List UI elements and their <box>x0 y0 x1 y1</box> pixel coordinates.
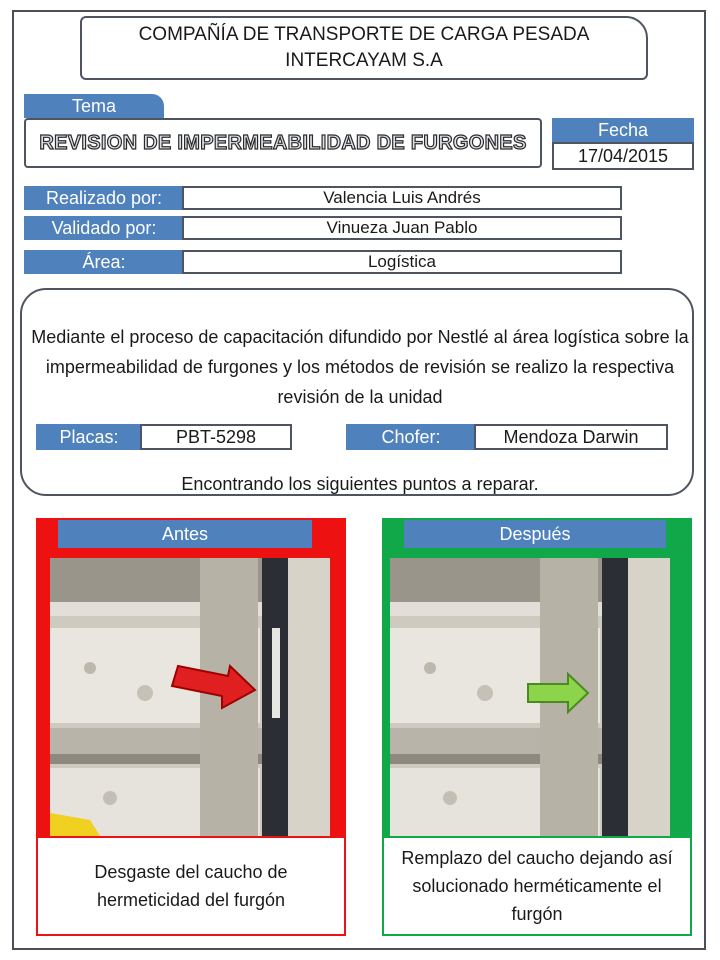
driver-value: Mendoza Darwin <box>474 424 668 450</box>
driver-label: Chofer: <box>346 424 476 450</box>
made-by-value: Valencia Luis Andrés <box>182 186 622 210</box>
before-label: Antes <box>58 520 312 548</box>
after-photo-image <box>390 558 670 836</box>
before-caption: Desgaste del caucho de hermeticidad del furgón <box>36 836 346 936</box>
company-name-line2: INTERCAYAM S.A <box>285 50 443 71</box>
after-photo <box>390 558 670 836</box>
area-value: Logística <box>182 250 622 274</box>
made-by-label: Realizado por: <box>24 186 184 210</box>
findings-text: Encontrando los siguientes puntos a reparar. <box>181 474 539 494</box>
plates-value: PBT-5298 <box>140 424 292 450</box>
date-label: Fecha <box>552 118 694 142</box>
description-text: Mediante el proceso de capacitación difundido por Nestlé al área logística sobre la impermeabilidad de furgones y los métodos de revisión se realizo la respectiva revisión de la unidad <box>31 327 689 407</box>
company-header <box>80 16 648 80</box>
topic-title-box <box>24 118 542 168</box>
date-value: 17/04/2015 <box>552 142 694 170</box>
after-caption: Remplazo del caucho dejando así solucionado herméticamente el furgón <box>382 836 692 936</box>
validated-by-value: Vinueza Juan Pablo <box>182 216 622 240</box>
after-label: Después <box>404 520 666 548</box>
validated-by-label: Validado por: <box>24 216 184 240</box>
topic-title: REVISION DE IMPERMEABILIDAD DE FURGONES <box>39 131 527 154</box>
plates-label: Placas: <box>36 424 142 450</box>
area-label: Área: <box>24 250 184 274</box>
before-photo-image <box>50 558 330 836</box>
topic-label: Tema <box>24 94 164 118</box>
company-name-line1: COMPAÑÍA DE TRANSPORTE DE CARGA PESADA <box>138 24 590 45</box>
before-photo <box>50 558 330 836</box>
